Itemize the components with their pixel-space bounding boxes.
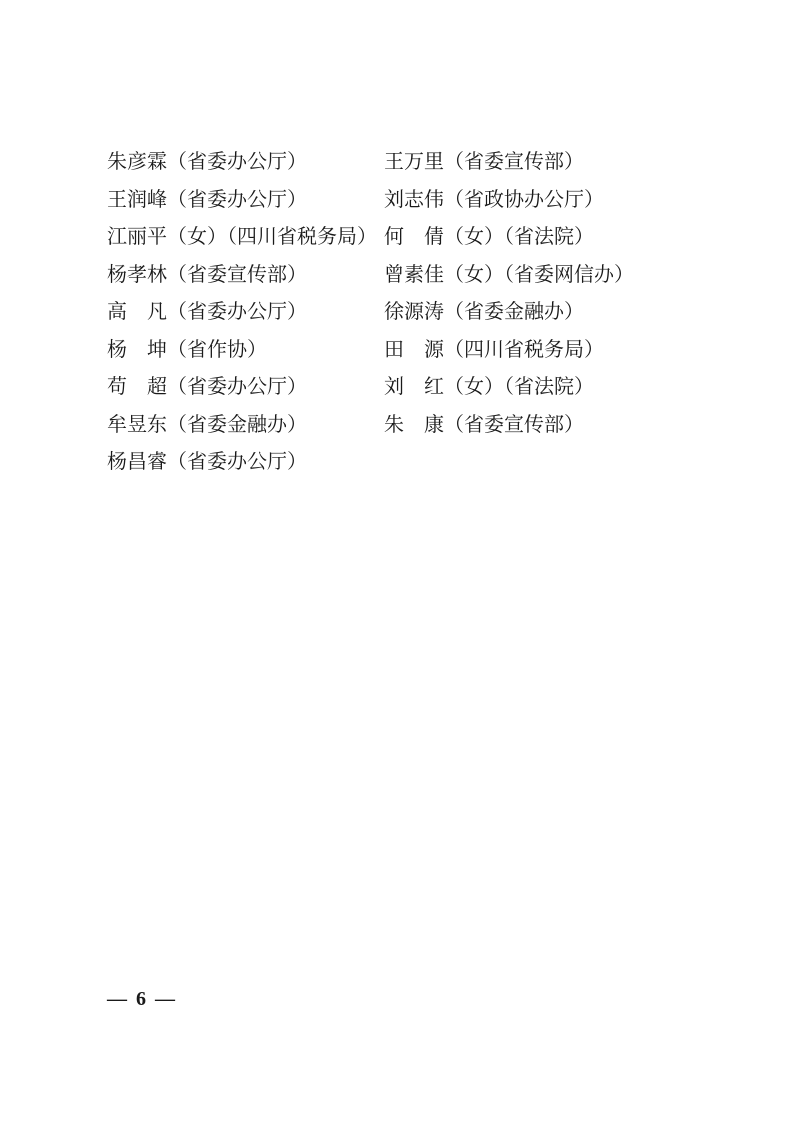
name-entry: 曾素佳（女）（省委网信办） [384,261,634,286]
name-entry: 刘志伟（省政协办公厅） [384,186,604,211]
name-entry: 王万里（省委宣传部） [384,149,584,173]
name-row [107,218,707,256]
name-entry: 高 凡（省委办公厅） [107,299,307,323]
name-row [107,331,707,369]
name-row [107,443,707,481]
page-number: — 6 — [107,988,177,1010]
name-entry: 杨孝林（省委宣传部） [107,261,307,286]
name-entry: 江丽平（女）（四川省税务局） [107,224,377,248]
name-entry: 杨昌睿（省委办公厅） [107,449,307,473]
name-row [107,181,707,219]
name-list [107,143,707,481]
name-row [107,256,707,294]
name-entry: 田 源（四川省税务局） [384,336,604,361]
name-entry: 王润峰（省委办公厅） [107,186,307,211]
name-entry: 何 倩（女）（省法院） [384,224,594,248]
name-entry: 牟昱东（省委金融办） [107,411,307,436]
name-entry: 徐源涛（省委金融办） [384,299,584,323]
name-entry: 杨 坤（省作协） [107,336,267,361]
name-entry: 刘 红（女）（省法院） [384,374,594,398]
name-row [107,143,707,181]
name-row [107,293,707,331]
name-row [107,368,707,406]
name-entry: 朱 康（省委宣传部） [384,411,584,436]
name-entry: 苟 超（省委办公厅） [107,374,307,398]
name-entry: 朱彦霖（省委办公厅） [107,149,307,173]
name-row [107,406,707,444]
